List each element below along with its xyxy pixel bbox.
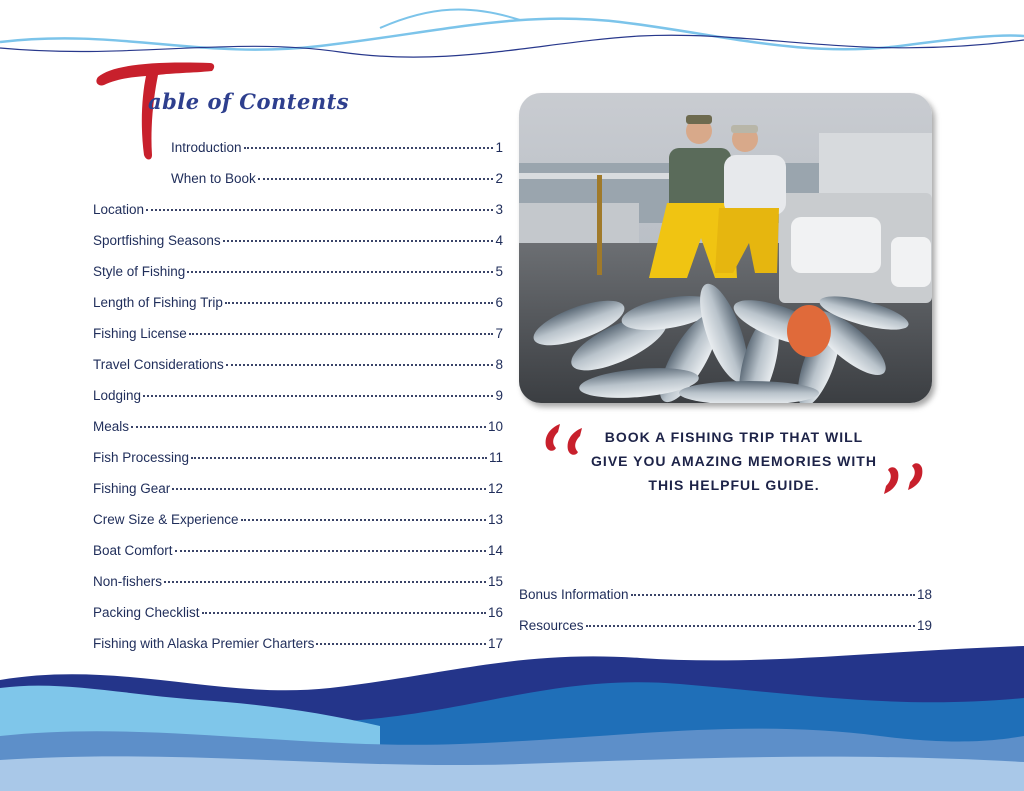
close-quote-icon	[876, 460, 928, 500]
bottom-wave-decoration	[0, 640, 1024, 791]
toc-entry-page: 7	[495, 326, 503, 341]
toc-leader-dots	[189, 333, 494, 335]
toc-entry-page: 15	[487, 574, 503, 589]
toc-entry-page: 16	[487, 605, 503, 620]
toc-entry-style-of-fishing[interactable]	[93, 264, 503, 279]
toc-entry-boat-comfort[interactable]	[93, 543, 503, 558]
toc-entry-meals[interactable]	[93, 419, 503, 434]
toc-entry-label: Crew Size & Experience	[93, 512, 239, 527]
toc-entry-page: 12	[487, 481, 503, 496]
toc-entry-bonus-information[interactable]	[519, 587, 932, 602]
toc-entry-label: Length of Fishing Trip	[93, 295, 223, 310]
toc-entry-page: 11	[488, 450, 503, 465]
toc-entry-page: 18	[916, 587, 932, 602]
toc-leader-dots	[586, 625, 915, 627]
toc-leader-dots	[143, 395, 493, 397]
toc-entry-page: 14	[487, 543, 503, 558]
toc-entry-fish-processing[interactable]	[93, 450, 503, 465]
toc-entry-page: 3	[495, 202, 503, 217]
toc-entry-label: Fishing Gear	[93, 481, 171, 496]
toc-leader-dots	[244, 147, 494, 149]
toc-leader-dots	[223, 240, 494, 242]
toc-entry-fishing-gear[interactable]	[93, 481, 503, 496]
toc-entry-page: 17	[487, 636, 503, 651]
toc-entry-lodging[interactable]	[93, 388, 503, 403]
toc-entry-label: Style of Fishing	[93, 264, 186, 279]
toc-leader-dots	[172, 488, 486, 490]
toc-entry-length-of-fishing-trip[interactable]	[93, 295, 503, 310]
toc-leader-dots	[131, 426, 486, 428]
toc-entry-page: 4	[495, 233, 503, 248]
toc-entry-introduction[interactable]	[171, 140, 503, 155]
toc-entry-when-to-book[interactable]	[171, 171, 503, 186]
toc-entry-page: 2	[495, 171, 503, 186]
toc-leader-dots	[241, 519, 486, 521]
toc-entry-location[interactable]	[93, 202, 503, 217]
toc-entry-page: 10	[487, 419, 503, 434]
toc-entry-label: Travel Considerations	[93, 357, 224, 372]
quote-text: BOOK A FISHING TRIP THAT WILL GIVE YOU AMAZING MEMORIES WITH THIS HELPFUL GUIDE.	[591, 429, 877, 493]
toc-entry-label: Meals	[93, 419, 130, 434]
toc-leader-dots	[191, 457, 487, 459]
toc-entry-travel-considerations[interactable]	[93, 357, 503, 372]
fishing-catch-photo	[519, 93, 932, 403]
toc-entry-label: When to Book	[171, 171, 256, 186]
toc-leader-dots	[225, 302, 494, 304]
toc-entry-label: Resources	[519, 618, 584, 633]
toc-entry-page: 13	[487, 512, 503, 527]
toc-leader-dots	[175, 550, 486, 552]
toc-entry-label: Boat Comfort	[93, 543, 173, 558]
toc-entry-label: Fishing with Alaska Premier Charters	[93, 636, 315, 651]
toc-entry-page: 5	[495, 264, 503, 279]
toc-entry-label: Fish Processing	[93, 450, 190, 465]
toc-entry-label: Packing Checklist	[93, 605, 200, 620]
toc-entry-crew-size-experience[interactable]	[93, 512, 503, 527]
toc-entry-label: Sportfishing Seasons	[93, 233, 221, 248]
toc-leader-dots	[146, 209, 493, 211]
toc-leader-dots	[258, 178, 494, 180]
toc-entry-label: Non-fishers	[93, 574, 163, 589]
toc-entry-label: Lodging	[93, 388, 142, 403]
toc-entry-label: Introduction	[171, 140, 242, 155]
toc-entry-page: 6	[495, 295, 503, 310]
open-quote-icon	[540, 418, 588, 458]
toc-leader-dots	[164, 581, 486, 583]
toc-entry-label: Location	[93, 202, 145, 217]
toc-entry-page: 19	[916, 618, 932, 633]
toc-entry-resources[interactable]	[519, 618, 932, 633]
toc-leader-dots	[631, 594, 915, 596]
toc-leader-dots	[202, 612, 486, 614]
toc-entry-page: 1	[495, 140, 503, 155]
toc-leader-dots	[226, 364, 494, 366]
toc-leader-dots	[187, 271, 493, 273]
toc-entry-sportfishing-seasons[interactable]	[93, 233, 503, 248]
toc-entry-fishing-license[interactable]	[93, 326, 503, 341]
toc-entry-non-fishers[interactable]	[93, 574, 503, 589]
toc-entry-label: Bonus Information	[519, 587, 629, 602]
toc-entry-page: 8	[495, 357, 503, 372]
toc-entry-label: Fishing License	[93, 326, 187, 341]
toc-entry-packing-checklist[interactable]	[93, 605, 503, 620]
toc-entry-page: 9	[495, 388, 503, 403]
toc-title-text: able of Contents	[148, 89, 350, 114]
